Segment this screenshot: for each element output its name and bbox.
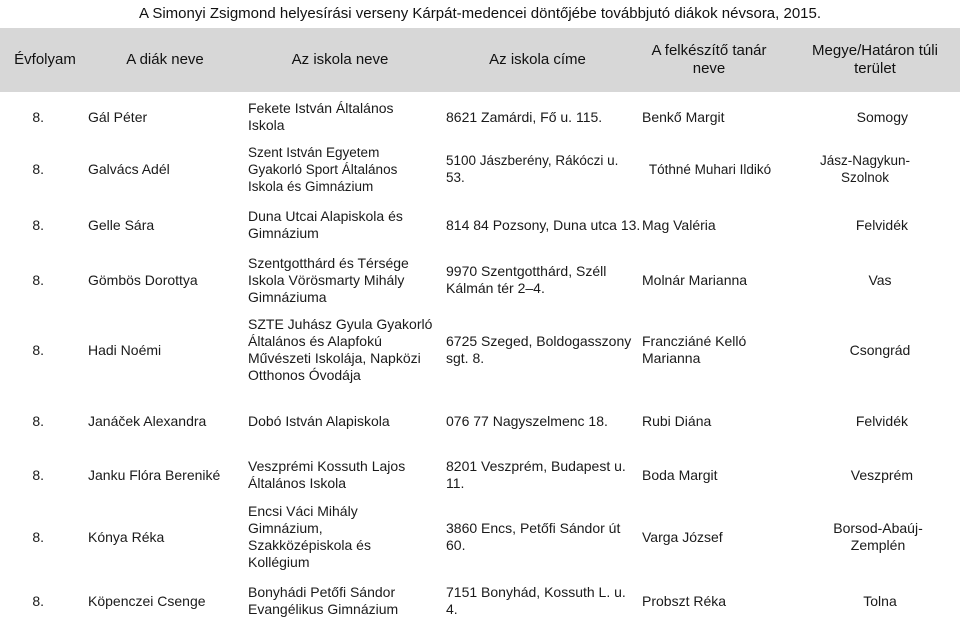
- address-cell: 8201 Veszprém, Budapest u. 11.: [446, 458, 626, 491]
- address-cell: 076 77 Nagyszelmenc 18.: [446, 412, 608, 429]
- student-cell: Köpenczei Csenge: [88, 592, 206, 609]
- student-cell: Janku Flóra Bereniké: [88, 466, 221, 483]
- school-cell: Szent István Egyetem Gyakorló Sport Általános Iskola és Gimnázium: [248, 144, 398, 194]
- school-cell: Fekete István Általános Iskola: [248, 100, 394, 133]
- table-row: [0, 452, 960, 498]
- address-cell: 7151 Bonyhád, Kossuth L. u. 4.: [446, 584, 626, 617]
- header-grade: Évfolyam: [14, 51, 76, 68]
- school-cell: Encsi Váci Mihály Gimnázium, Szakközépiskola és Kollégium: [248, 503, 371, 570]
- student-cell: Kónya Réka: [88, 528, 165, 545]
- header-region: Megye/Határon túli terület: [812, 42, 938, 77]
- grade-cell: 8.: [32, 108, 44, 125]
- region-cell: Somogy: [856, 108, 908, 125]
- grade-cell: 8.: [32, 528, 44, 545]
- table-row: [0, 500, 960, 574]
- region-cell: Borsod-Abaúj-Zemplén: [833, 520, 923, 553]
- grade-cell: 8.: [32, 216, 44, 233]
- teacher-cell: Mag Valéria: [642, 216, 716, 233]
- teacher-cell: Francziáné Kelló Marianna: [642, 333, 747, 366]
- teacher-cell: Varga József: [642, 528, 723, 545]
- table-row: [0, 578, 960, 624]
- grade-cell: 8.: [32, 466, 44, 483]
- student-cell: Galvács Adél: [88, 160, 170, 177]
- grade-cell: 8.: [32, 160, 44, 177]
- table-row: [0, 200, 960, 250]
- region-cell: Csongrád: [849, 341, 911, 358]
- table-row: [0, 408, 960, 434]
- student-cell: Gelle Sára: [88, 216, 155, 233]
- address-cell: 5100 Jászberény, Rákóczi u. 53.: [446, 153, 619, 185]
- student-cell: Gál Péter: [88, 108, 148, 125]
- region-cell: Jász-Nagykun-Szolnok: [819, 153, 911, 185]
- table-row: [0, 140, 960, 198]
- teacher-cell: Boda Margit: [642, 466, 718, 483]
- page-title: A Simonyi Zsigmond helyesírási verseny Kárpát-medencei döntőjébe továbbjutó diákok névsora, 2015.: [0, 0, 960, 28]
- header-address: Az iskola címe: [489, 51, 586, 68]
- teacher-cell: Probszt Réka: [642, 592, 727, 609]
- teacher-cell: Tóthné Muhari Ildikó: [648, 161, 772, 177]
- region-cell: Felvidék: [855, 412, 908, 429]
- address-cell: 9970 Szentgotthárd, Széll Kálmán tér 2–4.: [446, 263, 607, 296]
- address-cell: 8621 Zamárdi, Fő u. 115.: [446, 108, 603, 125]
- table-row: [0, 94, 960, 140]
- school-cell: Dobó István Alapiskola: [248, 412, 390, 429]
- school-cell: Bonyhádi Petőfi Sándor Evangélikus Gimnázium: [248, 584, 399, 617]
- teacher-cell: Benkő Margit: [642, 108, 725, 125]
- school-cell: Szentgotthárd és Térsége Iskola Vörösmarty Mihály Gimnáziuma: [248, 254, 409, 305]
- header-school: Az iskola neve: [291, 51, 389, 68]
- grade-cell: 8.: [32, 341, 44, 358]
- school-cell: Duna Utcai Alapiskola és Gimnázium: [248, 208, 403, 241]
- grade-cell: 8.: [32, 592, 44, 609]
- address-cell: 6725 Szeged, Boldogasszony sgt. 8.: [446, 333, 632, 366]
- table-row: [0, 306, 960, 394]
- student-cell: Gömbös Dorottya: [88, 271, 198, 288]
- teacher-cell: Rubi Diána: [642, 412, 712, 429]
- student-cell: Janáček Alexandra: [88, 412, 207, 429]
- table-row: [0, 250, 960, 310]
- grade-cell: 8.: [32, 271, 44, 288]
- region-cell: Vas: [868, 271, 892, 288]
- address-cell: 3860 Encs, Petőfi Sándor út 60.: [446, 520, 621, 553]
- table-header: [0, 28, 960, 92]
- region-cell: Tolna: [863, 592, 897, 609]
- school-cell: Veszprémi Kossuth Lajos Általános Iskola: [248, 458, 406, 491]
- address-cell: 814 84 Pozsony, Duna utca 13.: [446, 216, 641, 233]
- header-teacher: A felkészítő tanár neve: [651, 42, 767, 77]
- school-cell: SZTE Juhász Gyula Gyakorló Általános és Alapfokú Művészeti Iskolája, Napközi Otthonos Óvodája: [248, 316, 433, 383]
- student-cell: Hadi Noémi: [88, 341, 162, 358]
- header-student: A diák neve: [126, 51, 204, 68]
- region-cell: Veszprém: [850, 466, 913, 483]
- region-cell: Felvidék: [855, 216, 908, 233]
- grade-cell: 8.: [32, 412, 44, 429]
- teacher-cell: Molnár Marianna: [642, 271, 748, 288]
